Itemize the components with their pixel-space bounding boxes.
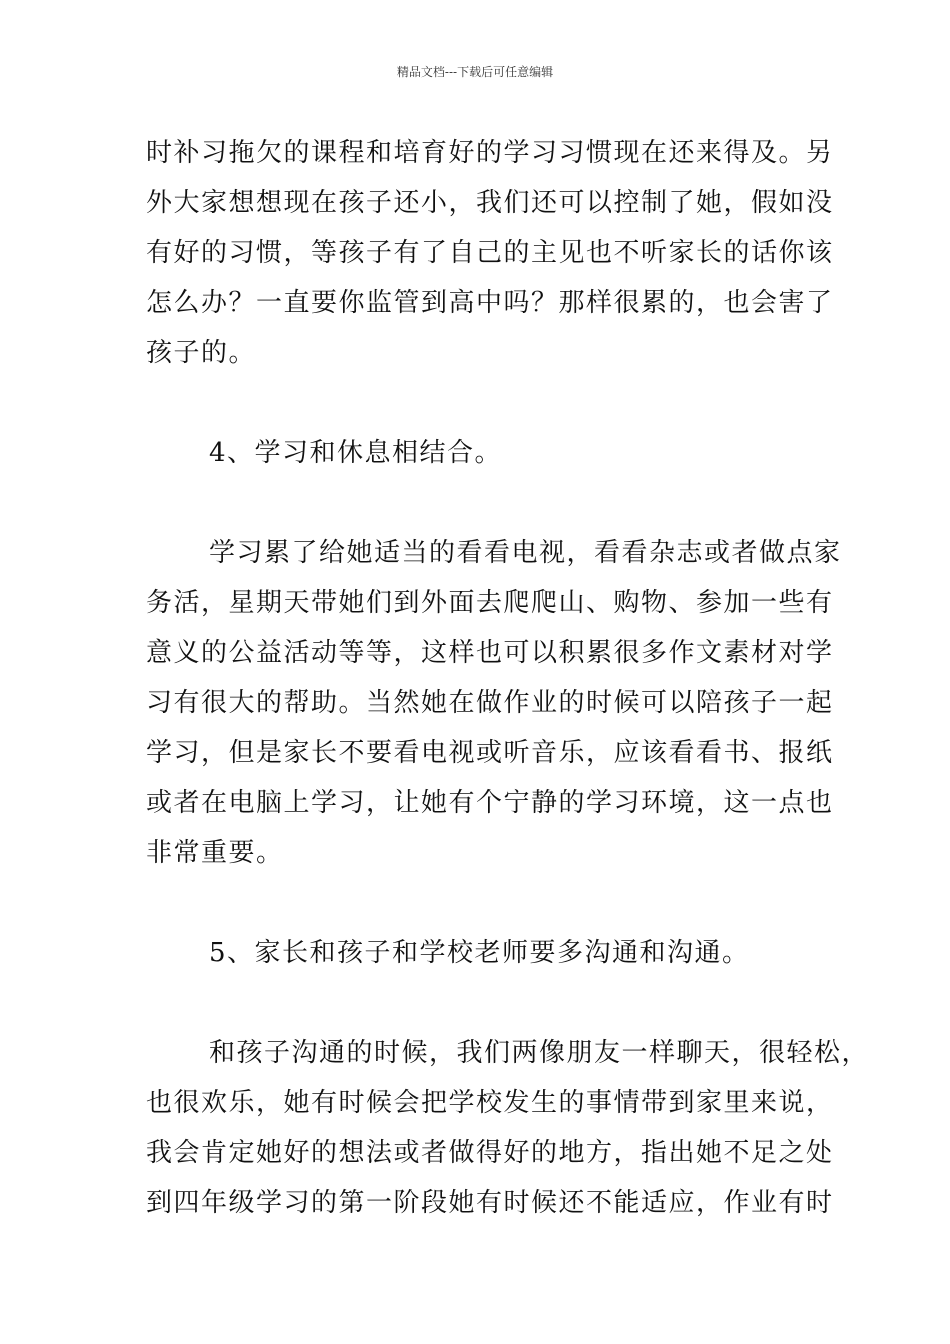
page-header: 精品文档---下载后可任意编辑 xyxy=(396,65,554,79)
text-line: 习有很大的帮助。当然她在做作业的时候可以陪孩子一起 xyxy=(146,688,834,718)
heading-text: 4、学习和休息相结合。 xyxy=(209,438,503,468)
section-heading-5 xyxy=(146,928,811,978)
text-line: 也很欢乐，她有时候会把学校发生的事情带到家里来说， xyxy=(146,1088,834,1118)
text-line: 我会肯定她好的想法或者做得好的地方，指出她不足之处 xyxy=(146,1138,834,1168)
text-line: 非常重要。 xyxy=(146,838,284,868)
text-line: 学习，但是家长不要看电视或听音乐，应该看看书、报纸 xyxy=(146,738,834,768)
heading-text: 5、家长和孩子和学校老师要多沟通和沟通。 xyxy=(209,938,750,968)
text-line: 或者在电脑上学习，让她有个宁静的学习环境，这一点也 xyxy=(146,788,834,818)
text-line: 学习累了给她适当的看看电视，看看杂志或者做点家 xyxy=(209,538,842,568)
section-heading-4 xyxy=(146,428,811,478)
paragraph-rest-and-study xyxy=(146,528,842,878)
text-line: 到四年级学习的第一阶段她有时候还不能适应，作业有时 xyxy=(146,1188,834,1218)
text-line: 外大家想想现在孩子还小，我们还可以控制了她，假如没 xyxy=(146,188,834,218)
text-line: 有好的习惯，等孩子有了自己的主见也不听家长的话你该 xyxy=(146,238,834,268)
document-body xyxy=(146,128,870,1228)
text-line: 怎么办？一直要你监管到高中吗？那样很累的，也会害了 xyxy=(146,288,834,318)
text-line: 意义的公益活动等等，这样也可以积累很多作文素材对学 xyxy=(146,638,834,668)
text-line: 时补习拖欠的课程和培育好的学习习惯现在还来得及。另 xyxy=(146,138,834,168)
paragraph-communication xyxy=(146,1028,870,1228)
paragraph-continuation xyxy=(146,128,834,378)
text-line: 和孩子沟通的时候，我们两像朋友一样聊天，很轻松， xyxy=(209,1038,870,1068)
text-line: 务活，星期天带她们到外面去爬爬山、购物、参加一些有 xyxy=(146,588,834,618)
text-line: 孩子的。 xyxy=(146,338,257,368)
